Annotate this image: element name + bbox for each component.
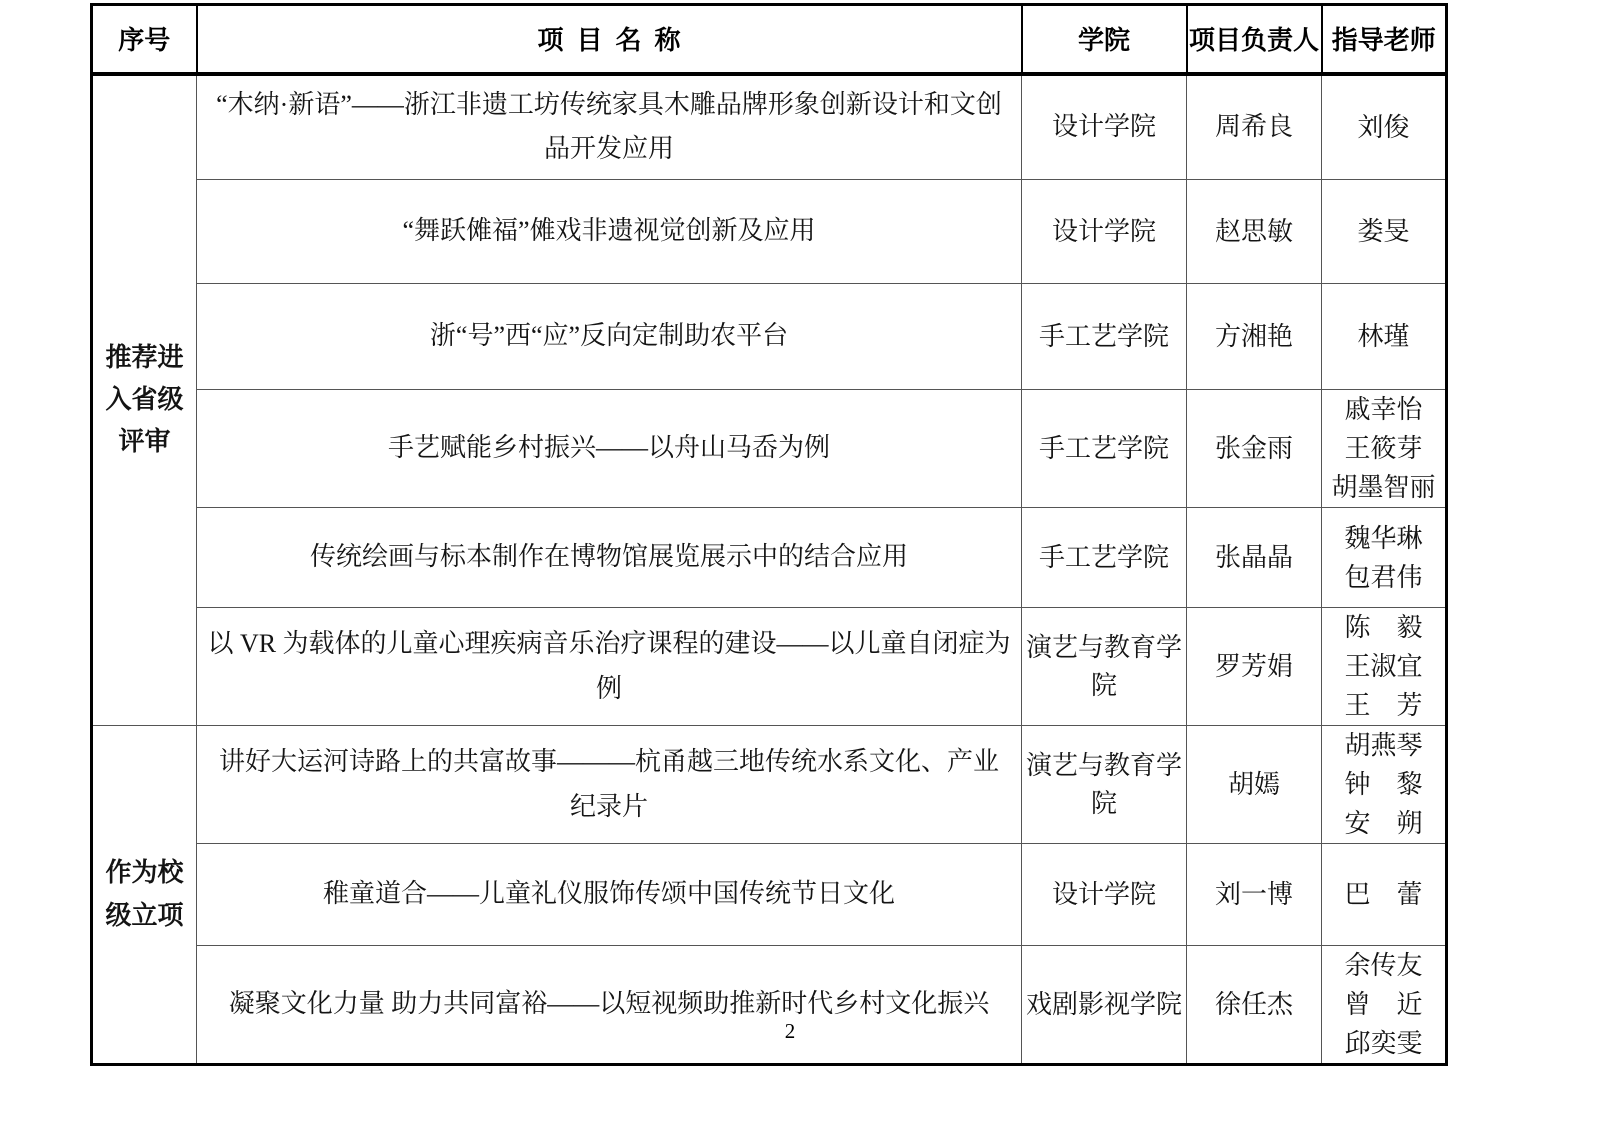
- project-name-cell: “木纳·新语”——浙江非遗工坊传统家具木雕品牌形象创新设计和文创品开发应用: [197, 74, 1022, 180]
- table-row: [92, 74, 1447, 180]
- college-cell: 设计学院: [1022, 844, 1187, 946]
- project-name-cell: 传统绘画与标本制作在博物馆展览展示中的结合应用: [197, 508, 1022, 608]
- teacher-name: 王筱芽: [1344, 434, 1423, 463]
- group-cell-school: 作为校级立项: [92, 726, 197, 1065]
- project-name-cell: 凝聚文化力量 助力共同富裕——以短视频助推新时代乡村文化振兴: [197, 946, 1022, 1065]
- table-row: [92, 726, 1447, 844]
- page-number: 2: [784, 1019, 796, 1043]
- leader-cell: 周希良: [1187, 74, 1322, 180]
- leader-cell: 胡嫣: [1187, 726, 1322, 844]
- leader-cell: 张金雨: [1187, 390, 1322, 508]
- college-cell: 手工艺学院: [1022, 508, 1187, 608]
- project-name-cell: “舞跃傩福”傩戏非遗视觉创新及应用: [197, 180, 1022, 284]
- teacher-name: 胡燕琴: [1344, 731, 1423, 760]
- col-header-advisor: 指导老师: [1322, 5, 1447, 74]
- teacher-name: 陈 毅: [1344, 613, 1423, 642]
- project-name-cell: 以 VR 为载体的儿童心理疾病音乐治疗课程的建设——以儿童自闭症为例: [197, 608, 1022, 726]
- project-name-cell: 讲好大运河诗路上的共富故事———杭甬越三地传统水系文化、产业纪录片: [197, 726, 1022, 844]
- teacher-name: 魏华琳: [1344, 523, 1423, 553]
- college-cell: 演艺与教育学院: [1022, 608, 1187, 726]
- college-cell: 手工艺学院: [1022, 390, 1187, 508]
- table-row: [92, 844, 1447, 946]
- teachers-cell: [1322, 74, 1447, 180]
- teacher-name: 巴 蕾: [1344, 880, 1423, 909]
- teacher-name: 安 朔: [1344, 809, 1423, 838]
- college-cell: 设计学院: [1022, 74, 1187, 180]
- leader-cell: 罗芳娟: [1187, 608, 1322, 726]
- col-header-project: 项 目 名 称: [197, 5, 1022, 74]
- teachers-cell: [1322, 508, 1447, 608]
- teachers-cell: [1322, 284, 1447, 390]
- leader-cell: 赵思敏: [1187, 180, 1322, 284]
- col-header-leader: 项目负责人: [1187, 5, 1322, 74]
- teachers-cell: [1322, 844, 1447, 946]
- table-row: [92, 180, 1447, 284]
- teacher-name: 王 芳: [1344, 691, 1423, 720]
- table-row: [92, 608, 1447, 726]
- leader-cell: 方湘艳: [1187, 284, 1322, 390]
- leader-cell: 徐任杰: [1187, 946, 1322, 1065]
- teacher-name: 余传友: [1344, 951, 1423, 980]
- college-cell: 戏剧影视学院: [1022, 946, 1187, 1065]
- col-header-college: 学院: [1022, 5, 1187, 74]
- teacher-name: 包君伟: [1344, 562, 1423, 592]
- leader-cell: 刘一博: [1187, 844, 1322, 946]
- teacher-name: 钟 黎: [1344, 770, 1423, 799]
- teacher-name: 戚幸怡: [1344, 395, 1423, 424]
- college-cell: 设计学院: [1022, 180, 1187, 284]
- teacher-name: 刘俊: [1357, 112, 1410, 142]
- leader-cell: 张晶晶: [1187, 508, 1322, 608]
- college-cell: 手工艺学院: [1022, 284, 1187, 390]
- teacher-name: 曾 近: [1344, 990, 1423, 1019]
- project-name-cell: 手艺赋能乡村振兴——以舟山马岙为例: [197, 390, 1022, 508]
- table-row: [92, 390, 1447, 508]
- table-row: [92, 508, 1447, 608]
- project-name-cell: 浙“号”西“应”反向定制助农平台: [197, 284, 1022, 390]
- teacher-name: 胡墨智丽: [1331, 473, 1436, 502]
- teacher-name: 王淑宜: [1344, 652, 1423, 681]
- teachers-cell: [1322, 726, 1447, 844]
- teachers-cell: [1322, 946, 1447, 1065]
- college-cell: 演艺与教育学院: [1022, 726, 1187, 844]
- teachers-cell: [1322, 390, 1447, 508]
- project-name-cell: 稚童道合——儿童礼仪服饰传颂中国传统节日文化: [197, 844, 1022, 946]
- teacher-name: 娄旻: [1357, 217, 1410, 246]
- col-header-seq: 序号: [92, 5, 197, 74]
- teacher-name: 林瑾: [1357, 322, 1410, 351]
- group-cell-provincial: 推荐进入省级评审: [92, 74, 197, 726]
- projects-table: [90, 3, 1448, 1066]
- header-row: [92, 5, 1447, 74]
- table-row: [92, 284, 1447, 390]
- teachers-cell: [1322, 180, 1447, 284]
- teachers-cell: [1322, 608, 1447, 726]
- table-row: [92, 946, 1447, 1065]
- teacher-name: 邱奕雯: [1344, 1029, 1423, 1058]
